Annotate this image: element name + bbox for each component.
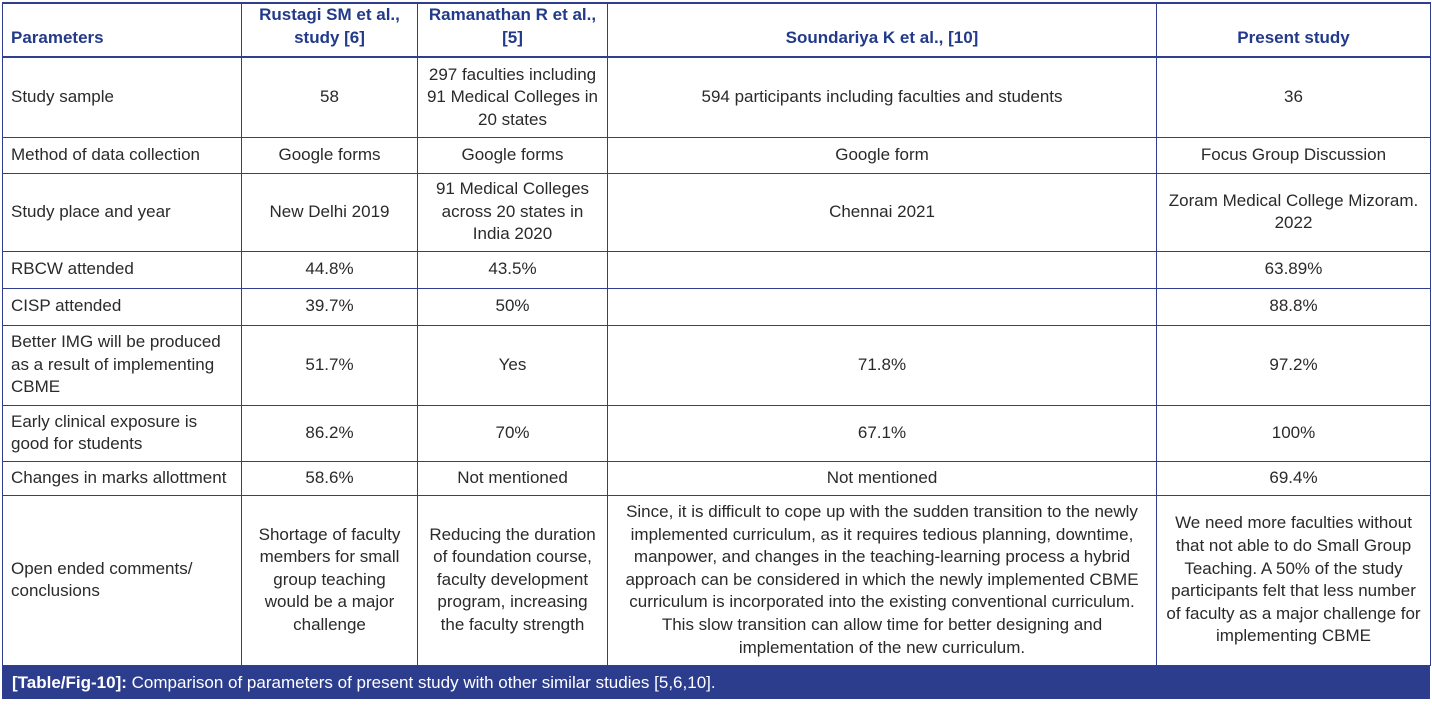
table-cell: 44.8% <box>242 251 418 288</box>
figure-container <box>2 2 1430 699</box>
comparison-table <box>2 2 1431 666</box>
table-row <box>3 325 1431 405</box>
table-row <box>3 173 1431 251</box>
table-cell: 594 participants including faculties and students <box>608 57 1157 137</box>
table-row <box>3 57 1431 137</box>
table-cell <box>608 288 1157 325</box>
column-header-ramanathan: Ramanathan R et al., [5] <box>418 3 608 57</box>
table-cell: 51.7% <box>242 325 418 405</box>
column-header-present-study: Present study <box>1157 3 1431 57</box>
table-cell-parameter: Study sample <box>3 57 242 137</box>
table-cell: Reducing the duration of foundation course, faculty development program, increasing the faculty strength <box>418 495 608 665</box>
table-cell: 97.2% <box>1157 325 1431 405</box>
table-cell: 50% <box>418 288 608 325</box>
column-header-soundariya: Soundariya K et al., [10] <box>608 3 1157 57</box>
table-cell: 71.8% <box>608 325 1157 405</box>
table-cell: Since, it is difficult to cope up with the sudden transition to the newly implemented curriculum, as it requires tedious planning, downtime, manpower, and changes in the teaching-learning process a hybrid approach can be considered in which the newly implemented CBME curriculum is incorporated into the existing conventional curriculum. This slow transition can allow time for better designing and implementation of the new curriculum. <box>608 495 1157 665</box>
table-cell: 86.2% <box>242 405 418 461</box>
table-cell: Google forms <box>418 137 608 173</box>
table-cell: 88.8% <box>1157 288 1431 325</box>
column-header-rustagi: Rustagi SM et al., study [6] <box>242 3 418 57</box>
table-cell: New Delhi 2019 <box>242 173 418 251</box>
caption-text: Comparison of parameters of present study with other similar studies [5,6,10]. <box>131 672 716 692</box>
table-header-row <box>3 3 1431 57</box>
table-cell: 100% <box>1157 405 1431 461</box>
table-cell: Google forms <box>242 137 418 173</box>
table-cell: 69.4% <box>1157 461 1431 495</box>
table-cell: We need more faculties without that not able to do Small Group Teaching. A 50% of the study participants felt that less number of faculty as a major challenge for implementing CBME <box>1157 495 1431 665</box>
table-cell-parameter: Early clinical exposure is good for students <box>3 405 242 461</box>
table-cell-parameter: Better IMG will be produced as a result of implementing CBME <box>3 325 242 405</box>
table-cell-parameter: Open ended comments/ conclusions <box>3 495 242 665</box>
table-cell: Focus Group Discussion <box>1157 137 1431 173</box>
table-cell: Not mentioned <box>418 461 608 495</box>
table-cell: 91 Medical Colleges across 20 states in India 2020 <box>418 173 608 251</box>
table-cell <box>608 251 1157 288</box>
table-cell: 36 <box>1157 57 1431 137</box>
table-cell: 70% <box>418 405 608 461</box>
column-header-parameters: Parameters <box>3 3 242 57</box>
table-row <box>3 137 1431 173</box>
table-cell: Yes <box>418 325 608 405</box>
table-cell: 63.89% <box>1157 251 1431 288</box>
table-cell: Zoram Medical College Mizoram. 2022 <box>1157 173 1431 251</box>
table-cell-parameter: RBCW attended <box>3 251 242 288</box>
table-row <box>3 288 1431 325</box>
table-cell-parameter: Changes in marks allottment <box>3 461 242 495</box>
table-cell-parameter: Method of data collection <box>3 137 242 173</box>
table-caption <box>2 666 1430 699</box>
caption-label: [Table/Fig-10]: <box>12 672 127 692</box>
table-cell: Not mentioned <box>608 461 1157 495</box>
table-row <box>3 461 1431 495</box>
table-row <box>3 405 1431 461</box>
table-cell: 58 <box>242 57 418 137</box>
table-cell: 58.6% <box>242 461 418 495</box>
table-cell: 67.1% <box>608 405 1157 461</box>
table-cell: Chennai 2021 <box>608 173 1157 251</box>
table-cell-parameter: CISP attended <box>3 288 242 325</box>
table-cell: Google form <box>608 137 1157 173</box>
table-row <box>3 495 1431 665</box>
table-cell: Shortage of faculty members for small group teaching would be a major challenge <box>242 495 418 665</box>
table-cell-parameter: Study place and year <box>3 173 242 251</box>
table-row <box>3 251 1431 288</box>
table-cell: 39.7% <box>242 288 418 325</box>
table-cell: 43.5% <box>418 251 608 288</box>
table-cell: 297 faculties including 91 Medical Colleges in 20 states <box>418 57 608 137</box>
